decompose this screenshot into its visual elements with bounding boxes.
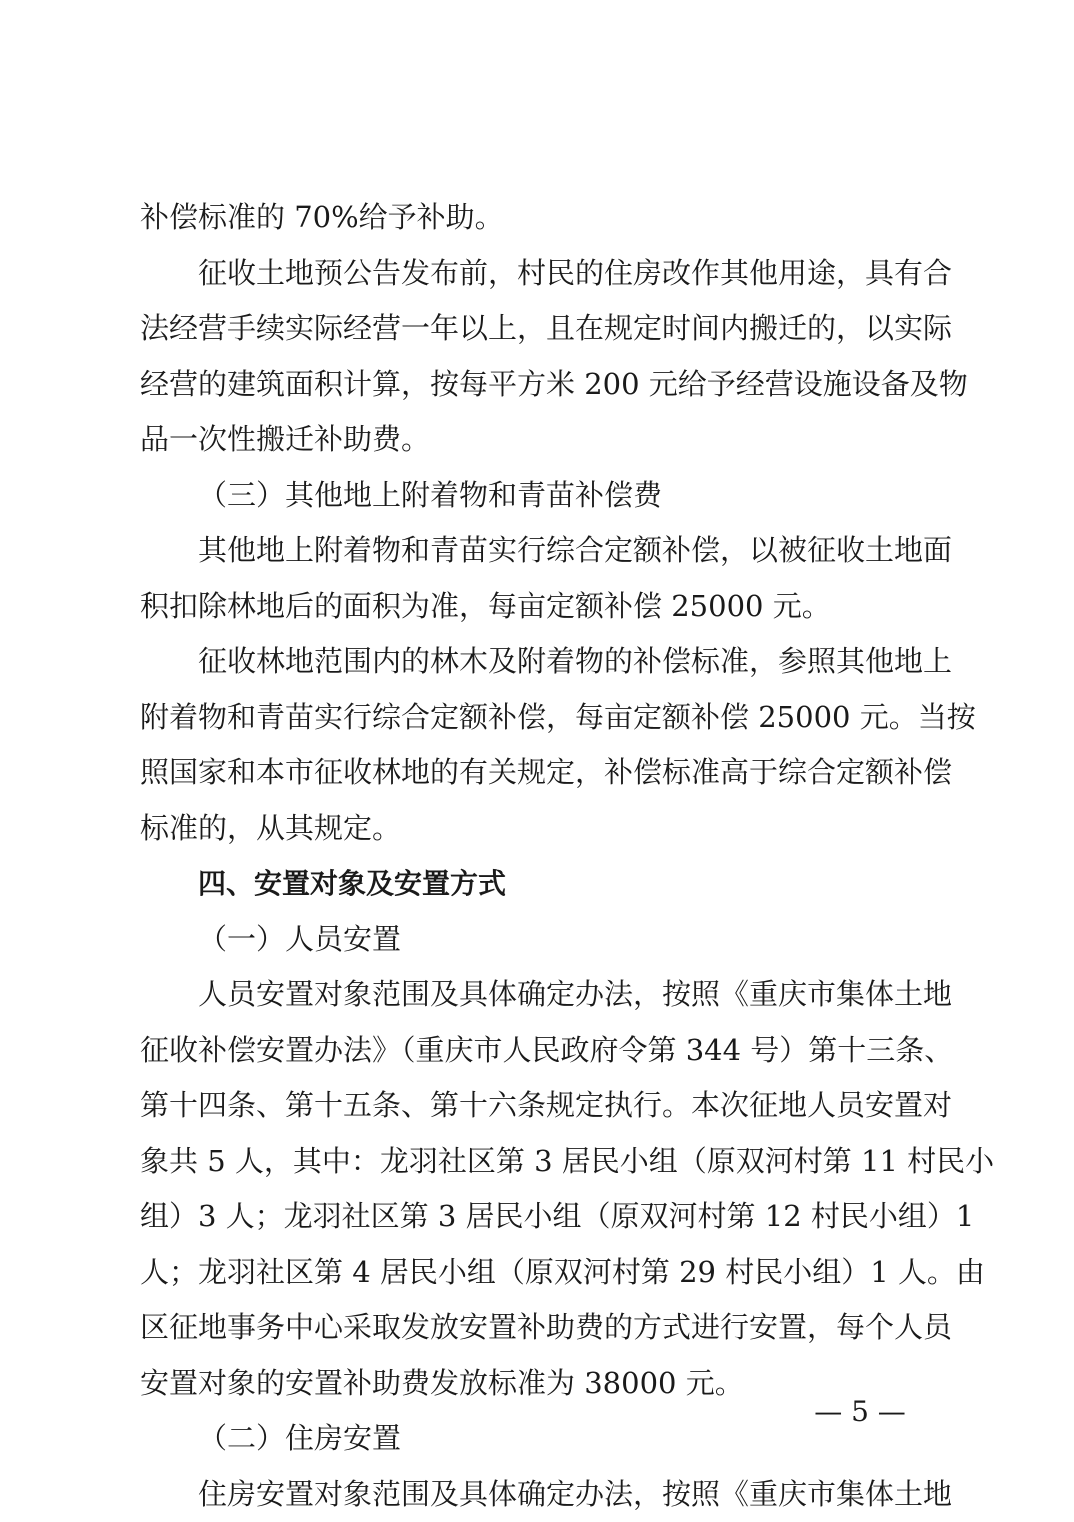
paragraph-line: 征收土地预公告发布前，村民的住房改作其他用途，具有合 <box>140 246 940 302</box>
paragraph-line: 积扣除林地后的面积为准，每亩定额补偿 25000 元。 <box>140 579 940 635</box>
section-subheading: （一）人员安置 <box>140 912 940 968</box>
paragraph-line: 象共 5 人，其中：龙羽社区第 3 居民小组（原双河村第 11 村民小 <box>140 1134 940 1190</box>
paragraph-line: 安置对象的安置补助费发放标准为 38000 元。 <box>140 1356 940 1412</box>
paragraph-line: 补偿标准的 70%给予补助。 <box>140 190 940 246</box>
paragraph-line: 组）3 人；龙羽社区第 3 居民小组（原双河村第 12 村民小组）1 <box>140 1189 940 1245</box>
paragraph-line: 经营的建筑面积计算，按每平方米 200 元给予经营设施设备及物 <box>140 357 940 413</box>
paragraph-line: 区征地事务中心采取发放安置补助费的方式进行安置，每个人员 <box>140 1300 940 1356</box>
paragraph-line: 法经营手续实际经营一年以上，且在规定时间内搬迁的，以实际 <box>140 301 940 357</box>
page-number: — 5 — <box>800 1395 920 1428</box>
paragraph-line: 征收补偿安置办法》（重庆市人民政府令第 344 号）第十三条、 <box>140 1023 940 1079</box>
paragraph-line: 人；龙羽社区第 4 居民小组（原双河村第 29 村民小组）1 人。由 <box>140 1245 940 1301</box>
section-heading: 四、安置对象及安置方式 <box>140 856 940 912</box>
paragraph-line: 附着物和青苗实行综合定额补偿，每亩定额补偿 25000 元。当按 <box>140 690 940 746</box>
section-subheading: （二）住房安置 <box>140 1411 940 1467</box>
paragraph-line: 其他地上附着物和青苗实行综合定额补偿，以被征收土地面 <box>140 523 940 579</box>
document-body <box>140 190 940 1522</box>
paragraph-line: 第十四条、第十五条、第十六条规定执行。本次征地人员安置对 <box>140 1078 940 1134</box>
paragraph-line: 品一次性搬迁补助费。 <box>140 412 940 468</box>
paragraph-line: 人员安置对象范围及具体确定办法，按照《重庆市集体土地 <box>140 967 940 1023</box>
paragraph-line: 住房安置对象范围及具体确定办法，按照《重庆市集体土地 <box>140 1467 940 1522</box>
paragraph-line: 标准的，从其规定。 <box>140 801 940 857</box>
paragraph-line: 征收林地范围内的林木及附着物的补偿标准，参照其他地上 <box>140 634 940 690</box>
paragraph-line: 照国家和本市征收林地的有关规定，补偿标准高于综合定额补偿 <box>140 745 940 801</box>
section-subheading: （三）其他地上附着物和青苗补偿费 <box>140 468 940 524</box>
